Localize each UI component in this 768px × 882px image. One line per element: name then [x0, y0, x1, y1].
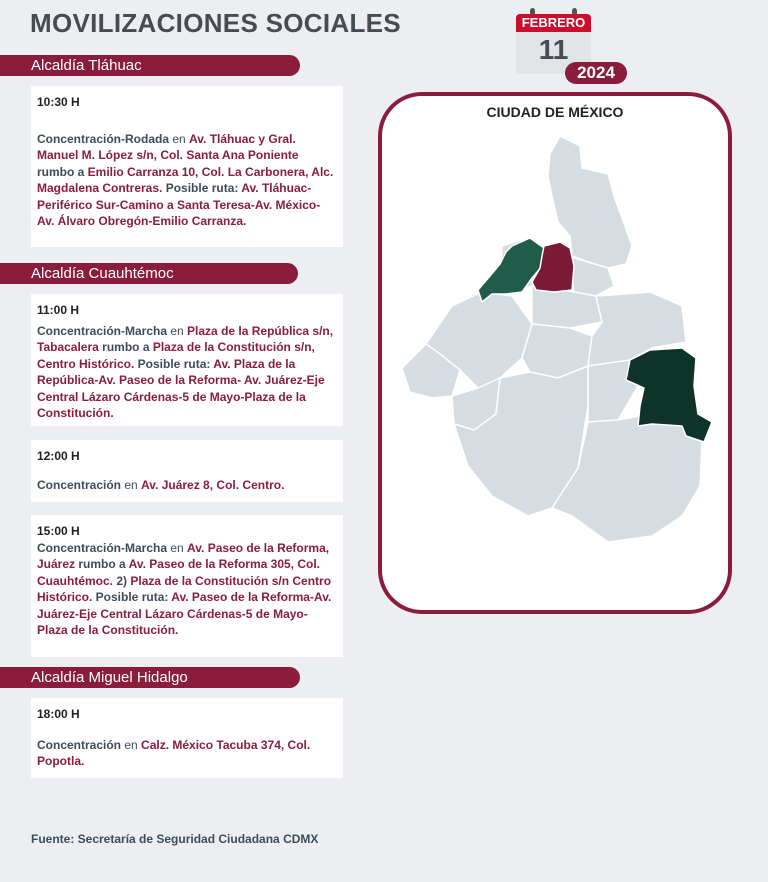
event-card: [31, 86, 343, 247]
event-text-segment: Calz. México Tacuba 374, Col. Popotla.: [37, 737, 311, 768]
event-card: [31, 515, 343, 657]
event-text-segment: rumbo a: [98, 340, 153, 354]
event-text-segment: en: [121, 477, 142, 492]
event-text-segment: Concentración-Rodada: [37, 131, 170, 146]
event-text-segment: Av. Paseo de la Reforma-Av. Juárez-Eje Central Lázaro Cárdenas-5 de Mayo-Plaza de la Constitución.: [37, 590, 332, 637]
banner-tlahuac: Alcaldía Tláhuac: [0, 55, 300, 76]
cdmx-map: [382, 96, 728, 610]
event-text-segment: Concentración: [37, 737, 122, 752]
event-card: [31, 440, 343, 502]
event-text-segment: Av. Tláhuac y Gral. Manuel M. López s/n, Col. Santa Ana Poniente: [37, 131, 299, 162]
calendar-year: 2024: [565, 62, 627, 84]
source-footer: Fuente: Secretaría de Seguridad Ciudadana CDMX: [31, 832, 319, 846]
event-card: [31, 294, 343, 426]
banner-cuauhtemoc: Alcaldía Cuauhtémoc: [0, 263, 298, 284]
event-text-segment: Plaza de la Constitución s/n, Centro Histórico.: [37, 340, 315, 371]
event-text-segment: Posible ruta:: [92, 590, 172, 604]
event-text-segment: Concentración-Marcha: [37, 323, 168, 338]
calendar-month: FEBRERO: [516, 14, 591, 32]
map-frame: [378, 92, 732, 614]
event-text-segment: Posible ruta:: [134, 356, 214, 371]
event-text-segment: en: [167, 540, 188, 555]
event-text-segment: Plaza de la Constitución s/n Centro Histórico.: [37, 573, 332, 604]
event-description: [37, 540, 337, 639]
event-text-segment: en: [167, 323, 188, 338]
event-text-segment: Plaza de la República s/n, Tabacalera: [37, 323, 334, 354]
event-text-segment: en: [121, 737, 142, 752]
event-description: [37, 323, 337, 422]
event-text-segment: Concentración-Marcha: [37, 540, 168, 555]
event-text-segment: Av. Plaza de la República-Av. Paseo de la Reforma- Av. Juárez-Eje Central Lázaro Cárdenas-5 de Mayo-Plaza de la Constitución.: [37, 356, 325, 420]
event-text-segment: Av. Juárez 8, Col. Centro.: [141, 477, 285, 492]
event-time: 18:00 H: [37, 707, 80, 721]
event-card: [31, 698, 343, 778]
event-time: 10:30 H: [37, 95, 80, 109]
page-title: MOVILIZACIONES SOCIALES: [30, 8, 401, 38]
event-text-segment: Av. Paseo de la Reforma, Juárez: [37, 540, 330, 571]
event-text-segment: Av. Paseo de la Reforma 305, Col. Cuauhtémoc.: [37, 557, 321, 588]
event-text-segment: Emilio Carranza 10, Col. La Carbonera, Alc. Magdalena Contreras.: [37, 164, 334, 195]
calendar-day: 11: [516, 32, 591, 74]
event-time: 15:00 H: [37, 524, 80, 538]
event-description: [37, 737, 337, 770]
event-description: [37, 477, 337, 494]
event-text-segment: rumbo a: [75, 557, 129, 571]
event-time: 12:00 H: [37, 449, 80, 463]
event-text-segment: rumbo a: [37, 164, 88, 179]
event-text-segment: 2): [113, 573, 131, 588]
banner-miguel-hidalgo: Alcaldía Miguel Hidalgo: [0, 667, 300, 688]
map-title: CIUDAD DE MÉXICO: [486, 104, 624, 120]
event-text-segment: Posible ruta:: [162, 181, 242, 195]
event-text-segment: en: [169, 131, 190, 146]
event-description: [37, 131, 337, 230]
event-time: 11:00 H: [37, 303, 80, 317]
event-text-segment: Concentración: [37, 477, 122, 492]
event-text-segment: Av. Tláhuac-Periférico Sur-Camino a Santa Teresa-Av. México-Av. Álvaro Obregón-Emilio Carranza.: [37, 181, 321, 228]
